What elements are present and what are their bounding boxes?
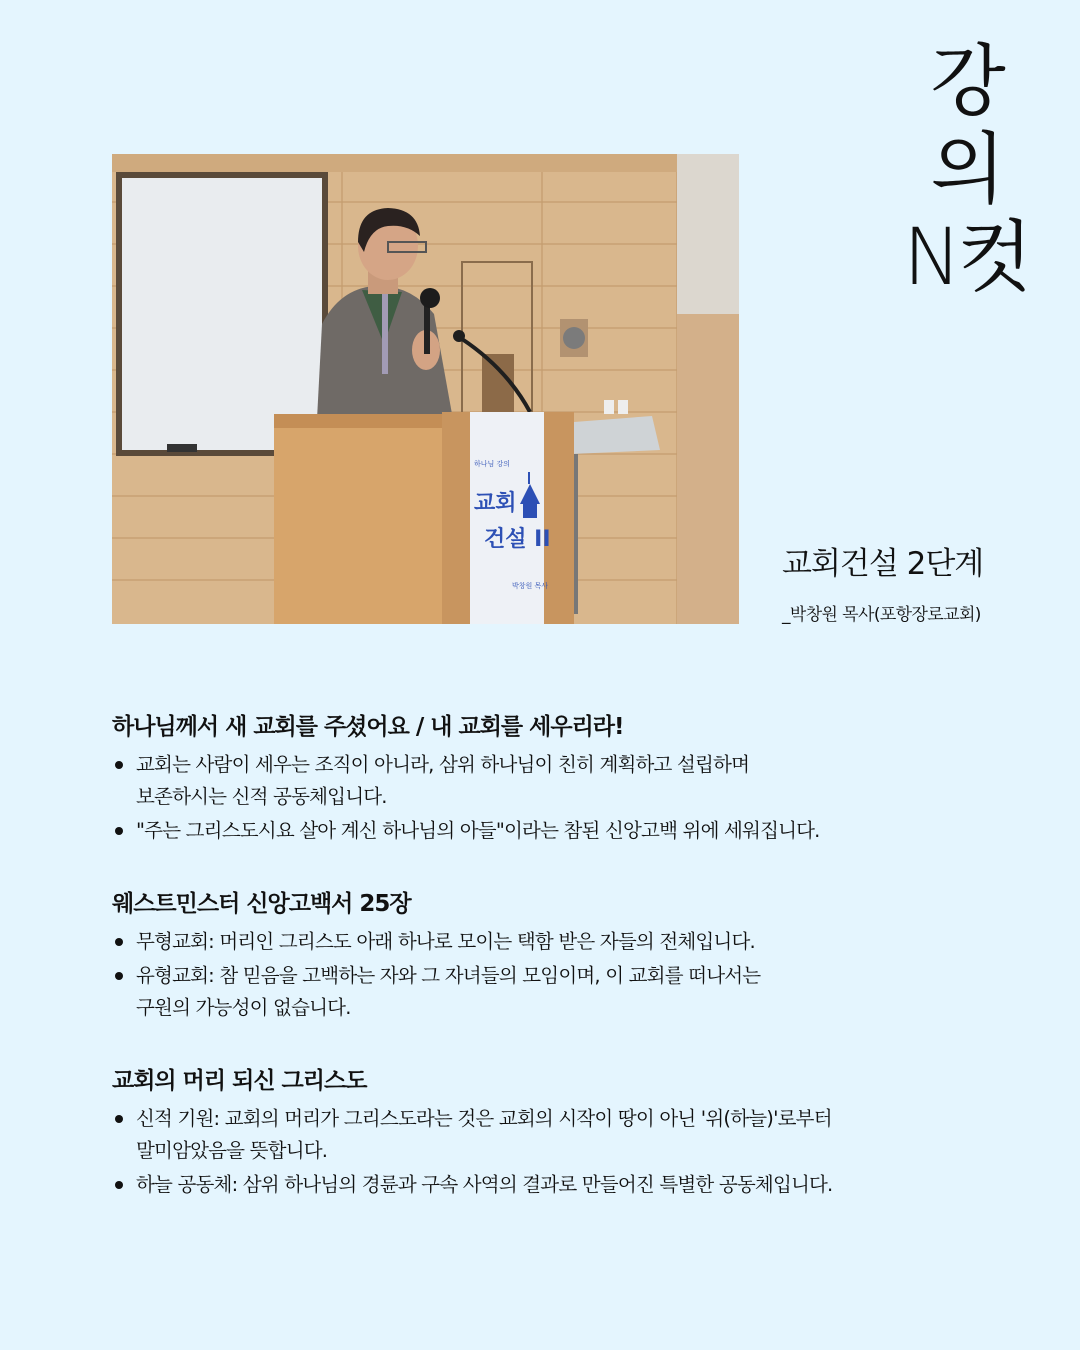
bullet-line: 보존하시는 신적 공동체입니다. [136, 785, 387, 808]
brand-logo [896, 38, 1036, 302]
section-christ-head [112, 1062, 972, 1201]
section-heading: 교회의 머리 되신 그리스도 [112, 1068, 367, 1094]
brand-line-2: N컷 [903, 213, 1029, 303]
lecture-notes [112, 708, 972, 1239]
bullet-item [112, 960, 972, 1024]
bullet-list [112, 749, 972, 847]
bullet-line: 말미암았음을 뜻합니다. [136, 1139, 328, 1162]
bullet-line: 유형교회: 참 믿음을 고백하는 자와 그 자녀들의 모임이며, 이 교회를 떠나서는 [136, 964, 761, 987]
bullet-list [112, 1103, 972, 1201]
banner-footer-text: 박창원 목사 [512, 582, 549, 590]
section-westminster [112, 885, 972, 1024]
lecture-speaker: _박창원 목사(포항장로교회) [782, 605, 981, 625]
bullet-line: 구원의 가능성이 없습니다. [136, 996, 351, 1019]
bullet-line: 하늘 공동체: 삼위 하나님의 경륜과 구속 사역의 결과로 만들어진 특별한 공동체입니다. [136, 1173, 833, 1196]
lecture-photo-illustration [112, 154, 739, 624]
brand-line-1: 강의 [930, 37, 1002, 215]
banner-line-2: 건설 II [484, 527, 551, 552]
lecture-title: 교회건설 2단계 [782, 546, 984, 582]
bullet-list [112, 926, 972, 1024]
section-heading: 웨스트민스터 신앙고백서 25장 [112, 891, 411, 917]
bullet-line: 신적 기원: 교회의 머리가 그리스도라는 것은 교회의 시작이 땅이 아닌 '위(하늘)'로부터 [136, 1107, 832, 1130]
bullet-item [112, 1169, 972, 1201]
bullet-item [112, 926, 972, 958]
bullet-item [112, 749, 972, 813]
lecture-photo [112, 154, 739, 624]
banner-line-1: 교회 [474, 491, 517, 516]
bullet-item [112, 815, 972, 847]
bullet-item [112, 1103, 972, 1167]
banner-small-text: 하나님 강의 [474, 460, 511, 468]
section-heading: 하나님께서 새 교회를 주셨어요 / 내 교회를 세우리라! [112, 714, 624, 740]
bullet-line: 교회는 사람이 세우는 조직이 아니라, 삼위 하나님이 친히 계획하고 설립하며 [136, 753, 750, 776]
section-new-church [112, 708, 972, 847]
bullet-line: "주는 그리스도시요 살아 계신 하나님의 아들"이라는 참된 신앙고백 위에 세워집니다. [136, 819, 820, 842]
bullet-line: 무형교회: 머리인 그리스도 아래 하나로 모이는 택함 받은 자들의 전체입니다. [136, 930, 755, 953]
